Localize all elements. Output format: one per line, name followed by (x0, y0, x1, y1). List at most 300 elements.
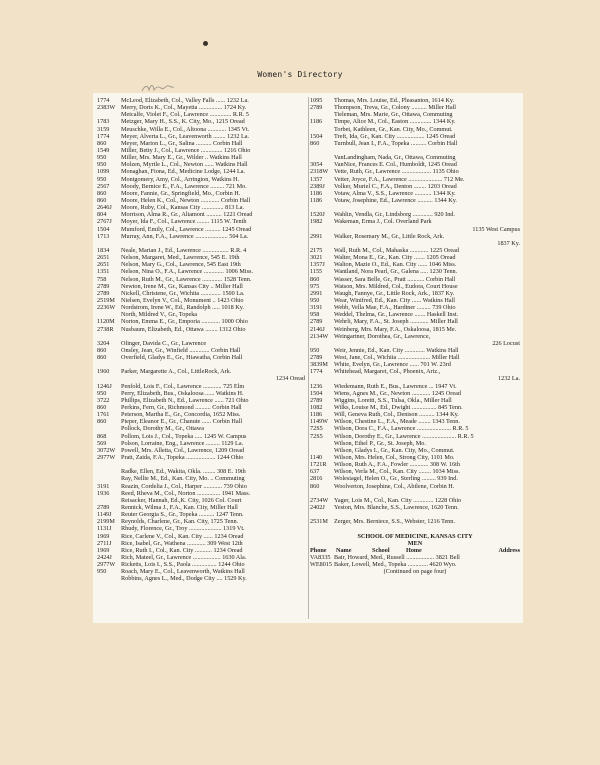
entry-phone: 1357 (310, 175, 323, 183)
entry-phone: 2991 (310, 232, 323, 240)
directory-entry (310, 218, 520, 225)
directory-entry (97, 226, 305, 233)
directory-entry (310, 440, 520, 447)
entry-phone: 1774 (97, 97, 110, 104)
directory-entry (310, 126, 520, 133)
entry-text: Onsley, Jean, Gr., Winfield ............. Corbin Hall (121, 346, 241, 354)
directory-entry (310, 511, 520, 518)
entry-phone: 1520J (310, 211, 325, 219)
entry-text: Nusbaum, Elizabeth, Ed., Ottawa ........ 1312 Ohio (121, 325, 246, 333)
entry-text: Rhudy, Florence, Gr., Troy ..................... 1319 Vt. (121, 525, 245, 533)
entry-text: VanNice, Frances E. Col., Humboldt, 1245 Oread (334, 161, 457, 169)
directory-entry (310, 104, 520, 111)
left-listing-column (97, 97, 305, 583)
entry-phone (97, 461, 121, 468)
entry-phone: 2789 (97, 282, 110, 290)
entry-phone: 1099 (97, 168, 110, 176)
directory-entry (310, 354, 520, 361)
directory-entry (97, 154, 305, 161)
directory-entry (310, 375, 520, 382)
directory-entry (97, 133, 305, 140)
entry-text: Weir, Jennie, Ed., Kan. City ............. Watkins Hall (334, 346, 459, 354)
entry-text: Vetter, Joyce, F.A., Lawrence ...................... 712 Me. (334, 175, 465, 183)
entry-phone: 1095 (310, 97, 323, 104)
entry-text: Norton, Emma E., Gr., Emporia ............ 1000 Ohio (121, 318, 248, 326)
entry-text: Votaw, Josephine, Ed., Lawrence .......... 1344 Ky. (334, 196, 457, 204)
directory-entry (97, 383, 305, 390)
directory-entry (310, 326, 520, 333)
directory-entry (310, 226, 520, 233)
directory-entry (97, 490, 305, 497)
entry-text: Wantland, Nora Pearl, Gr., Galena ..... 1230 Tenn. (334, 268, 458, 276)
entry-phone: 950 (97, 154, 107, 162)
entry-text: Olinger, Davida C., Gr., Lawrence (121, 339, 207, 347)
entry-text: Metcalfe, Violet F., Col., Lawrence .............. R.R. 5 (121, 111, 249, 119)
entry-text: Wilson, Ethel P., Gr., St. Joseph, Mo. (334, 439, 426, 447)
directory-entry (97, 126, 305, 133)
entry-phone: 2236W (97, 304, 116, 312)
entry-phone: 1357J (310, 261, 325, 269)
entry-text: Rice, Isabel, Gr., Wathena ............ 309 West 12th (121, 539, 243, 547)
entry-phone: 2977W (97, 561, 116, 569)
entry-phone: 2651 (97, 254, 110, 262)
directory-entry (97, 404, 305, 411)
col-header-home: Home (406, 546, 422, 554)
directory-entry (310, 397, 520, 404)
entry-text: Radke, Ellen, Ed., Wakita, Okla. ........ 308 E. 19th (121, 468, 246, 476)
entry-phone: 2567 (97, 182, 110, 190)
entry-phone (97, 497, 121, 504)
entry-text (334, 204, 520, 211)
entry-phone (97, 425, 121, 432)
entry-text: Moore, Fannie, Gr., Springfield, Mo., Corbin H. (121, 189, 241, 197)
directory-entry (97, 104, 305, 111)
directory-entry (97, 504, 305, 511)
entry-phone: 1186 (310, 411, 323, 419)
directory-entry (310, 118, 520, 125)
entry-phone: 975 (310, 282, 320, 290)
directory-entry (310, 261, 520, 268)
entry-phone (310, 240, 334, 247)
entry-text (121, 461, 305, 468)
entry-phone: 1131J (97, 525, 112, 533)
entry-text: Robbins, Agnes L., Med., Dodge City .... 1529 Ky. (121, 575, 247, 583)
directory-entry (97, 197, 305, 204)
entry-text (121, 333, 305, 340)
entry-phone: 2789 (97, 504, 110, 512)
entry-phone: 1186 (310, 189, 323, 197)
directory-entry (97, 361, 305, 368)
entry-phone: 3021 (310, 254, 323, 262)
directory-entry (97, 318, 305, 325)
entry-phone: 860 (97, 346, 107, 354)
entry-text: Wiggins, Loretti, S.S., Tulsa, Okla., Miller Hall (334, 396, 452, 404)
entry-phone: 804 (97, 211, 107, 219)
entry-text: Reynolds, Charlene, Gr., Kan. City, 1725 Tenn. (121, 518, 239, 526)
directory-entry (310, 183, 520, 190)
directory-entry (310, 247, 520, 254)
entry-text: Rice, Ruth I., Col., Kan. City ........... 1234 Oread (121, 546, 243, 554)
entry-text: Baker, Lowell, Med., Topeka ............. 4620 Wyo. (334, 561, 457, 569)
entry-text: Reed, Rheva M., Col., Norton ............... 1941 Mass. (121, 489, 251, 497)
entry-phone (97, 361, 121, 368)
right-listing-column (310, 97, 520, 575)
entry-phone: 2789 (310, 318, 323, 326)
entry-phone (310, 447, 334, 454)
entry-text: Moore, Helen K., Col., Newton ............ Corbin Hall (121, 196, 251, 204)
entry-text: Pollock, Dorothy M., Gr., Ottawa (121, 425, 205, 433)
entry-phone: 72S5 (310, 425, 323, 433)
entry-text: Walton, Mazie O., Ed., Kan. City ...... 1046 Miss. (334, 261, 457, 269)
entry-phone: 1155 (310, 268, 323, 276)
entry-phone: 2711J (97, 539, 112, 547)
entry-phone: 3054 (310, 161, 323, 169)
directory-entry (97, 290, 305, 297)
entry-text: Metzger, Mary H., S.S., K. City, Mo., 1215 Oread (121, 118, 245, 126)
entry-text: Wilson, Chestine L., F.A., Meade ........ 1343 Tenn. (334, 418, 460, 426)
entry-phone: 2789 (310, 396, 323, 404)
entry-phone: 3191 (97, 482, 110, 490)
entry-text: Vette, Ruth, Gr., Lawrence ................... 1135 Ohio (334, 168, 459, 176)
directory-entry (310, 554, 520, 561)
entry-text: Weingartner, Dorothea, Gr., Lawrence, (334, 332, 431, 340)
entry-phone: 1140 (310, 454, 323, 462)
entry-phone: 2402J (310, 504, 325, 512)
entry-text: Yeston, Mrs. Blanche, S.S., Lawrence, 1620 Tenn. (334, 504, 459, 512)
entry-phone: 1504 (97, 225, 110, 233)
entry-text: Moyer, Ida F., Col., Lawrence ........ 1115 W. Tenth (121, 218, 247, 226)
entry-text: White, Evelyn, Gr., Lawrence ...... 701 W. 23rd (334, 361, 451, 369)
medicine-rows (310, 554, 520, 568)
directory-entry (97, 525, 305, 532)
entry-phone: 2738R (97, 325, 114, 333)
entry-phone: 860 (97, 418, 107, 426)
entry-phone (310, 490, 334, 497)
entry-text: Meyer, Marion L., Gr., Salina .......... Corbin Hall (121, 139, 243, 147)
entry-text (121, 361, 305, 368)
entry-phone (97, 333, 121, 340)
entry-text: Weinberg, Mrs. Mary, F.A., Oskaloosa, 1815 Me. (334, 325, 457, 333)
entry-text: Rich, Mateel, Gr., Lawrence .................. 1630 Ala. (121, 554, 247, 561)
directory-entry (310, 211, 520, 218)
entry-phone: 860 (97, 139, 107, 147)
directory-entry (97, 483, 305, 490)
directory-entry (97, 147, 305, 154)
entry-text: Reisacker, Hannah, Ed.,K. City, 1026 Col. Court (121, 496, 242, 504)
entry-phone: 1713 (97, 232, 110, 240)
directory-entry (310, 240, 520, 247)
entry-phone: 2789 (310, 354, 323, 362)
directory-entry (310, 390, 520, 397)
entry-text: Wear, Winifred, Ed., Kan. City ...... Watkins Hall (334, 296, 455, 304)
entry-phone: 1834 (97, 246, 110, 254)
entry-phone: 3839M (310, 361, 328, 369)
medicine-section-heading: SCHOOL OF MEDICINE, KANSAS CITY (357, 532, 473, 540)
directory-entry (310, 447, 520, 454)
directory-entry (310, 168, 520, 175)
entry-text (121, 240, 305, 247)
entry-text: Walter, Mona E., Gr., Kan. City ....... 1205 Oread (334, 254, 456, 262)
entry-phone: 2767J (97, 218, 112, 226)
entry-phone (97, 468, 121, 475)
directory-entry (310, 333, 520, 340)
entry-phone: 1721R (310, 461, 327, 469)
entry-text: Meyer, Alverta L., Gr., Leavenworth ........ 1232 La. (121, 132, 250, 140)
directory-entry (97, 561, 305, 568)
entry-text (334, 511, 520, 518)
entry-text: Zerger, Mrs. Berniece, S.S., Webster, 1216 Tenn. (334, 518, 455, 526)
entry-phone: 3159 (97, 125, 110, 133)
entry-text: Wolesiagel, Helen O., Gr., Sterling ......... 939 Ind. (334, 475, 458, 483)
entry-phone: 2134W (310, 332, 329, 340)
directory-entry (310, 433, 520, 440)
entry-text: 1135 West Campus (472, 225, 520, 233)
entry-phone: 1149J (97, 511, 112, 519)
entry-text: Polson, Lorraine, Eng., Lawrence ......... 1129 La. (121, 439, 244, 447)
entry-text: Powell, Mrs. Alletta, Col., Lawrence, 1209 Oread (121, 446, 245, 454)
column-divider (308, 97, 309, 619)
entry-text: Murray, Ann, F.A., Lawrence ..................... 504 La. (121, 232, 249, 240)
entry-phone: 1936 (97, 489, 110, 497)
directory-entry (97, 140, 305, 147)
directory-entry (97, 283, 305, 290)
entry-text: Wahlin, Vendla, Gr., Lindsborg ............. 920 Ind. (334, 211, 455, 219)
entry-phone (310, 375, 334, 382)
directory-entry (97, 368, 305, 375)
entry-text: Wasser, Sara Belle, Gr., Pratt ........... Corbin Hall (334, 275, 456, 283)
entry-phone: 1761 (97, 411, 110, 419)
directory-entry (310, 140, 520, 147)
directory-entry (310, 361, 520, 368)
entry-text: Perry, Elizabeth, Bus., Oskaloosa ...... Watkins H. (121, 389, 244, 397)
directory-entry (310, 97, 520, 104)
col-header-name: Name (336, 546, 352, 554)
entry-phone (97, 311, 121, 318)
entry-text: 1234 Oread (275, 375, 305, 383)
entry-phone: 1960 (97, 368, 110, 376)
entry-phone: 2651 (97, 261, 110, 269)
entry-text: Nelson, Mary G., Col., Lawrence, 545 East 19th (121, 261, 241, 269)
directory-entry (97, 176, 305, 183)
directory-entry (310, 475, 520, 482)
entry-text: Watson, Mrs. Mildred, Col., Eudora, Court House (334, 282, 458, 290)
directory-entry (310, 268, 520, 275)
entry-phone: 2646J (97, 204, 112, 212)
entry-text: West, Jane, Col., Wichita ..................... Miller Hall (334, 354, 460, 362)
directory-entry (97, 111, 305, 118)
entry-phone (97, 575, 121, 582)
directory-entry (310, 425, 520, 432)
directory-entry (97, 497, 305, 504)
entry-text: Wehrli, Mary, F.A., St. Joseph ............ Miller Hall (334, 318, 458, 326)
entry-text: Walker, Rosemary M., Gr., Little Rock, Ark. (334, 232, 445, 240)
entry-text: Ricketts, Lois I., S.S., Paola ................ 1244 Ohio (121, 561, 245, 569)
directory-entry (97, 233, 305, 240)
entry-phone: 950 (97, 161, 107, 169)
medicine-column-headers (310, 547, 520, 554)
entry-phone: 2175 (310, 246, 323, 254)
directory-entry (310, 461, 520, 468)
medicine-section-subheading: MEN (407, 539, 423, 547)
entry-text: Moore, Ruby, Col., Kansas City .............. 813 La. (121, 204, 244, 212)
directory-entry (310, 347, 520, 354)
entry-text: Wiedemann, Ruth E., Bus., Lawrence ... 1947 Vt. (334, 382, 457, 390)
entry-phone: 3722 (97, 396, 110, 404)
entry-phone: 868 (97, 432, 107, 440)
entry-phone: 1351 (97, 268, 110, 276)
directory-entry (310, 176, 520, 183)
entry-text: Miller, Betty J., Col., Lawrence .............. 1216 Ohio (121, 146, 251, 154)
entry-phone: 2519M (97, 296, 115, 304)
directory-entry (97, 333, 305, 340)
entry-phone: 2531M (310, 518, 328, 526)
entry-phone: 1969 (97, 546, 110, 554)
entry-text: Wilson, Ruth A., F.A., Fowler ............ 308 W. 16th (334, 461, 460, 469)
directory-entry (97, 304, 305, 311)
directory-entry (97, 254, 305, 261)
entry-text: Wilson, Verla M., Col., Kan. City ........ 1034 Miss. (334, 468, 460, 476)
entry-text: North, Mildred V., Gr., Topeka (121, 311, 198, 319)
directory-entry (97, 568, 305, 575)
directory-entry (97, 397, 305, 404)
directory-entry (310, 468, 520, 475)
directory-entry (97, 575, 305, 582)
entry-text: Roach, Mary E., Col., Leavenworth, Watkins Hall (121, 568, 245, 576)
directory-entry (97, 475, 305, 482)
directory-entry (97, 518, 305, 525)
entry-phone (310, 147, 334, 154)
entry-phone: 2789 (97, 289, 110, 297)
entry-phone: 637 (310, 468, 320, 476)
entry-text: 1837 Ky. (497, 239, 520, 247)
entry-phone: 2146J (310, 325, 325, 333)
directory-entry (97, 411, 305, 418)
entry-text: Penfold, Lois F., Col., Lawrence ............ 725 Elm (121, 382, 245, 390)
directory-entry (97, 347, 305, 354)
entry-phone: WE8015 (310, 561, 332, 569)
entry-text: Neale, Marian J., Ed., Lawrence ................. R.R. 4 (121, 246, 247, 254)
entry-text: Morrison, Alma R., Gr., Altamont .......... 1221 Oread (121, 211, 253, 219)
entry-text: Nelson, Margaret, Med., Lawrence, 545 E. 19th (121, 254, 240, 262)
directory-entry (310, 283, 520, 290)
directory-entry (97, 311, 305, 318)
entry-phone: 860 (310, 139, 320, 147)
entry-phone (310, 511, 334, 518)
directory-entry (97, 547, 305, 554)
directory-entry (310, 404, 520, 411)
entry-text: Monaghan, Fiona, Ed., Medicine Lodge, 1244 La. (121, 168, 246, 176)
entry-phone (310, 440, 334, 447)
directory-entry (310, 518, 520, 525)
entry-phone: 2734W (310, 496, 329, 504)
entry-text: Moody, Bernice E., F.A., Lawrence ......... 721 Mo. (121, 182, 247, 190)
entry-text (334, 490, 520, 497)
entry-phone: 958 (310, 311, 320, 319)
directory-entry (310, 561, 520, 568)
entry-text: Reazin, Cordelia J., Col., Harper ............ 739 Ohio (121, 482, 247, 490)
entry-text: Nelson, Nina O., F.A., Lawrence ............. 1006 Miss. (121, 268, 254, 276)
entry-text: Treft, Ida, Gr., Kan. City .................. 1245 Oread (334, 132, 456, 140)
directory-entry (97, 354, 305, 361)
entry-text: VanLandingham, Nada, Gr., Ottawa, Commuting (334, 154, 456, 162)
entry-phone: 758 (97, 275, 107, 283)
entry-text: Parker, Margarette A., Col., LittleRock, Ark. (121, 368, 232, 376)
entry-phone: 3072W (97, 446, 116, 454)
entry-text: Wilson, Dorothy E., Gr., Lawrence ...................... R.R. 5 (334, 432, 474, 440)
entry-phone (310, 154, 334, 161)
entry-text: Peterson, Martha E., Gr., Concordia, 1652 Miss. (121, 411, 241, 419)
entry-phone: 2389J (310, 182, 325, 190)
entry-phone: 1504 (310, 132, 323, 140)
directory-entry (97, 433, 305, 440)
entry-phone (97, 475, 121, 482)
directory-entry (97, 468, 305, 475)
punch-hole (203, 41, 208, 46)
entry-phone: 950 (310, 346, 320, 354)
entry-phone: 1246J (97, 382, 112, 390)
directory-entry (97, 204, 305, 211)
directory-entry (97, 425, 305, 432)
entry-text: Will, Geneva Ruth, Col., Denison .......... 1344 Ky. (334, 411, 459, 419)
entry-text: Votaw, Alma V., S.S., Lawrence ........... 1344 Ky. (334, 189, 456, 197)
entry-text: 1232 La. (498, 375, 520, 383)
directory-entry (310, 504, 520, 511)
directory-entry (310, 490, 520, 497)
directory-entry (310, 154, 520, 161)
entry-text: Turnbull, Jean I., F.A., Topeka .......... Corbin Hall (334, 139, 458, 147)
entry-phone: 1774 (310, 368, 323, 376)
entry-phone: 950 (97, 175, 107, 183)
directory-entry (97, 418, 305, 425)
directory-entry (97, 276, 305, 283)
directory-entry (97, 297, 305, 304)
directory-entry (310, 297, 520, 304)
directory-entry (97, 326, 305, 333)
entry-text: Wilson, Gladys I., Gr., Kan. City, Mo., Commut. (334, 446, 455, 454)
entry-phone: 860 (97, 189, 107, 197)
entry-text: Merry, Doris K., Col., Mayetta ............... 1724 Ky. (121, 104, 247, 112)
entry-text: Pieper, Eleanor E., Gr., Chanute ...... Corbin Hall (121, 418, 243, 426)
entry-phone (310, 226, 334, 233)
entry-text: Ray, Nellie M., Ed., Kan. City, Mo. .. Commuting (121, 475, 245, 483)
entry-phone (310, 340, 334, 347)
entry-text: Wall, Ruth M., Col., Mahaska ............ 1225 Oread (334, 246, 459, 254)
entry-phone: 1549 (97, 146, 110, 154)
entry-phone: 1186 (310, 118, 323, 126)
directory-entry (310, 411, 520, 418)
directory-entry (97, 183, 305, 190)
entry-text: Volker, Muriel C., F.A., Denton ........ 1203 Oread (334, 182, 457, 190)
entry-phone: 860 (97, 196, 107, 204)
entry-text: Newton, Irene M., Gr., Kansas City .. Miller Hall (121, 282, 243, 290)
directory-entry (97, 447, 305, 454)
directory-entry (97, 240, 305, 247)
directory-entry (97, 261, 305, 268)
directory-entry (310, 190, 520, 197)
entry-phone: VA8335 (310, 554, 331, 561)
entry-text: McLeod, Elizabeth, Col., Valley Falls ...... 1232 La. (121, 97, 249, 104)
directory-entry (97, 454, 305, 461)
right-entries (310, 97, 520, 525)
directory-entry (97, 375, 305, 382)
entry-phone (310, 111, 334, 118)
entry-text: Pratt, Zaida, F.A., Topeka ................... 1244 Ohio (121, 454, 244, 462)
directory-entry (97, 540, 305, 547)
entry-text: Yager, Lois M., Col., Kan. City ............. 1228 Ohio (334, 496, 462, 504)
directory-entry (97, 218, 305, 225)
directory-entry (310, 318, 520, 325)
directory-entry (97, 440, 305, 447)
